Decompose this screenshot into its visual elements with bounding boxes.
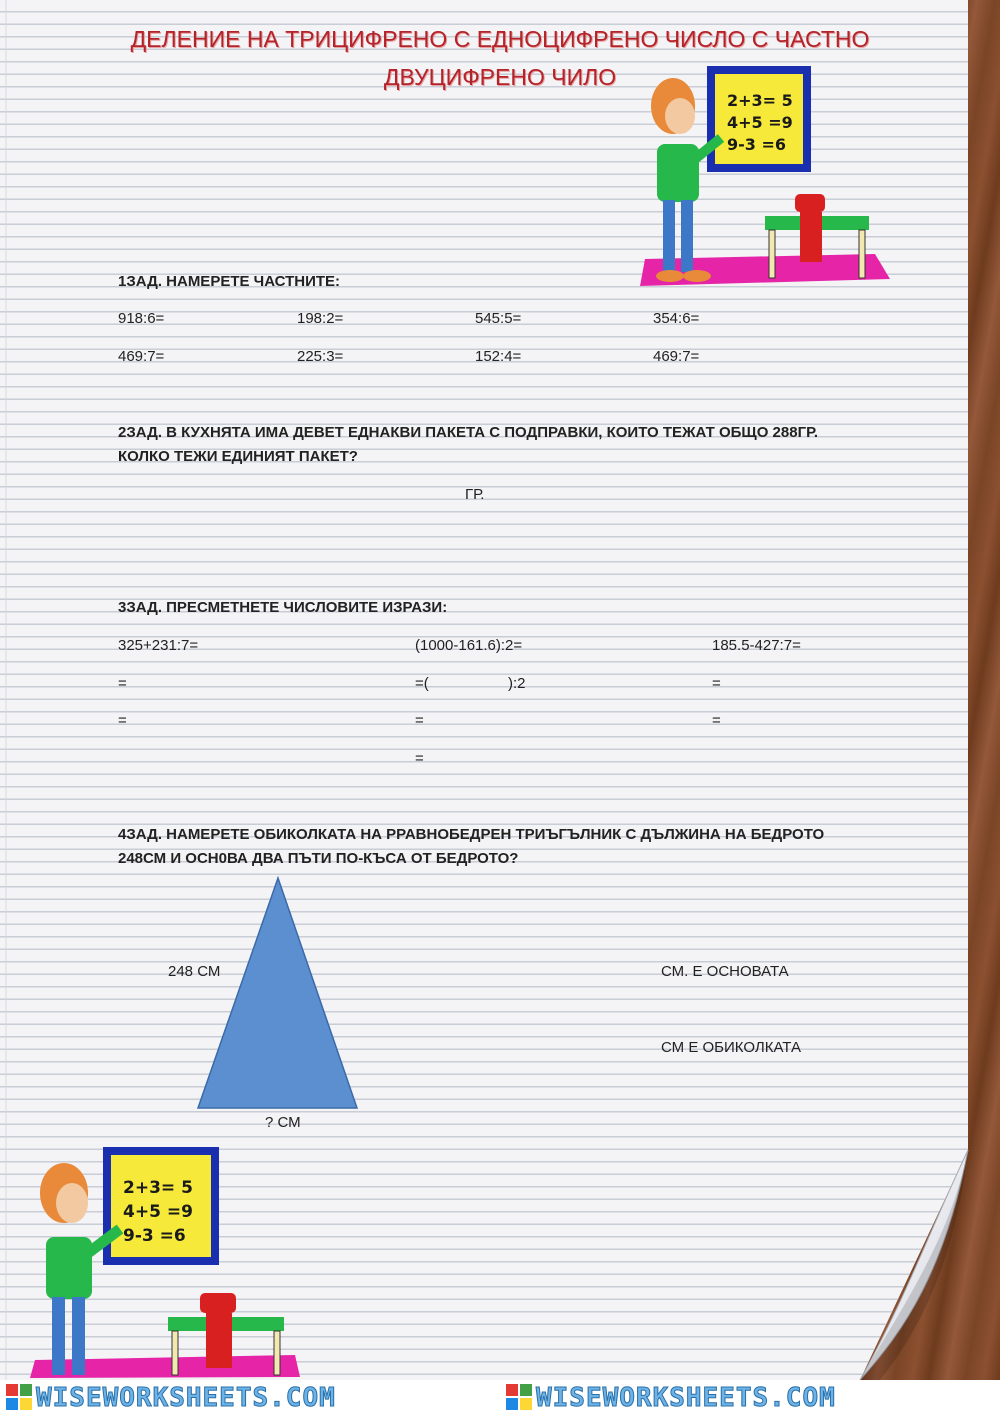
task3-step: = <box>415 712 424 729</box>
task3-step: ):2 <box>508 675 526 692</box>
task1-item: 225:3= <box>297 348 344 365</box>
watermark-left: WISEWORKSHEETS.COM <box>36 1383 336 1413</box>
task1-item: 918:6= <box>118 310 165 327</box>
teacher-illustration-bottom <box>30 1145 305 1380</box>
board-line-1: 2+3= 5 <box>727 91 793 110</box>
triangle-side-label: 248 СМ <box>168 963 221 980</box>
wiseworksheets-logo-icon <box>6 1384 32 1410</box>
task4-answer-perimeter: СМ Е ОБИКОЛКАТА <box>661 1039 801 1056</box>
task2-unit: ГР. <box>465 486 485 503</box>
watermark-right: WISEWORKSHEETS.COM <box>536 1383 836 1413</box>
task3-step: = <box>712 675 721 692</box>
task3-step: = <box>118 675 127 692</box>
teacher-shirt <box>46 1237 92 1299</box>
task1-heading: 1ЗАД. НАМЕРЕТЕ ЧАСТНИТЕ: <box>118 273 341 290</box>
title-line-1: ДЕЛЕНИЕ НА ТРИЦИФРЕНО С ЕДНОЦИФРЕНО ЧИСЛО С ЧАСТНО <box>130 26 870 52</box>
task3-step: = <box>415 750 424 767</box>
task3-expression-3: 185.5-427:7= <box>712 637 801 654</box>
chair <box>795 194 825 212</box>
task1-item: 545:5= <box>475 310 522 327</box>
task4-line-1: 4ЗАД. НАМЕРЕТЕ ОБИКОЛКАТА НА РРАВНОБЕДРЕН ТРИЪГЪЛНИК С ДЪЛЖИНА НА БЕДРОТО <box>118 826 825 843</box>
task3-expression-2: (1000-161.6):2= <box>415 637 523 654</box>
task4-answer-base: СМ. Е ОСНОВАТА <box>661 963 789 980</box>
task1-item: 198:2= <box>297 310 344 327</box>
task3-heading: 3ЗАД. ПРЕСМЕТНЕТЕ ЧИСЛОВИТЕ ИЗРАЗИ: <box>118 599 448 616</box>
task3-expression-1: 325+231:7= <box>118 637 199 654</box>
task3-step: = <box>118 712 127 729</box>
board-line-3: 9-3 =6 <box>727 135 787 154</box>
task1-item: 469:7= <box>653 348 700 365</box>
pink-rug <box>30 1355 300 1378</box>
task1-item: 152:4= <box>475 348 522 365</box>
board-line-2: 4+5 =9 <box>727 113 793 132</box>
chair <box>200 1293 236 1313</box>
board-line-3: 9-3 =6 <box>123 1226 186 1246</box>
task1-item: 469:7= <box>118 348 165 365</box>
teacher-shirt <box>657 144 699 202</box>
isosceles-triangle <box>190 870 370 1120</box>
task2-line-2: КОЛКО ТЕЖИ ЕДИНИЯТ ПАКЕТ? <box>118 448 358 465</box>
title-line-2: ДВУЦИФРЕНО ЧИЛО <box>383 64 617 90</box>
triangle-base-label: ? СМ <box>265 1114 301 1131</box>
task3-step: = <box>712 712 721 729</box>
teacher-illustration-top <box>635 64 895 289</box>
board-line-2: 4+5 =9 <box>123 1202 193 1222</box>
wiseworksheets-logo-icon <box>506 1384 532 1410</box>
task3-step: =( <box>415 675 429 692</box>
task1-item: 354:6= <box>653 310 700 327</box>
task4-line-2: 248СМ И ОСН0ВА ДВА ПЪТИ ПО-КЪСА ОТ БЕДРОТО? <box>118 850 519 867</box>
task2-line-1: 2ЗАД. В КУХНЯТА ИМА ДЕВЕТ ЕДНАКВИ ПАКЕТА С ПОДПРАВКИ, КОИТО ТЕЖАТ ОБЩО 288ГР. <box>118 424 818 441</box>
pink-rug <box>640 254 890 286</box>
board-line-1: 2+3= 5 <box>123 1178 193 1198</box>
